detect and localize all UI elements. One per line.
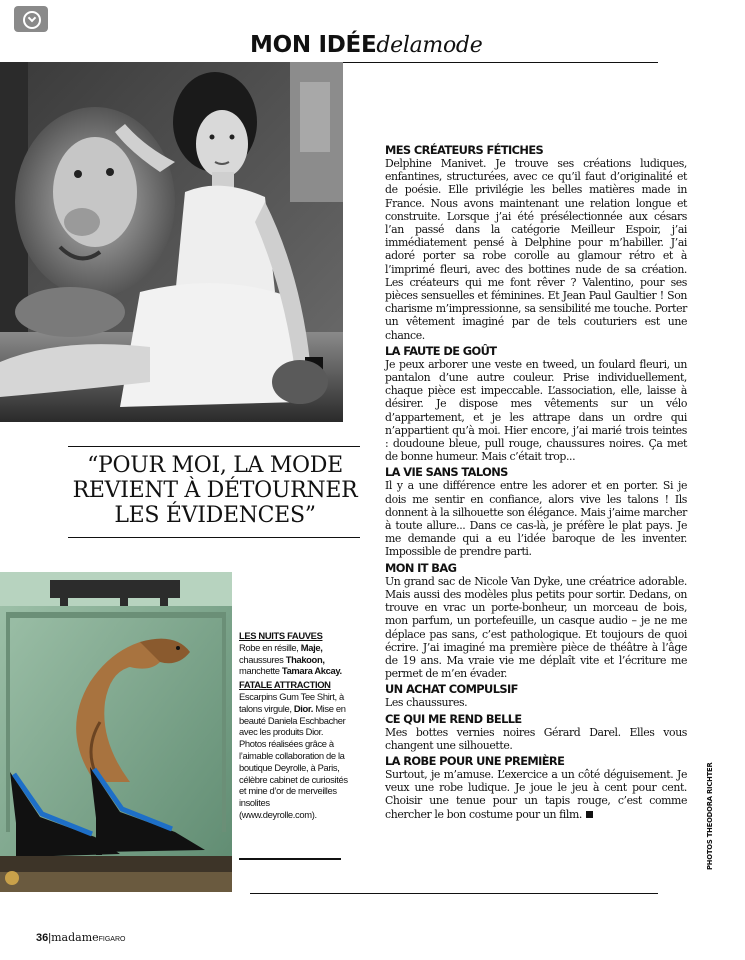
caption-rule [239,858,341,860]
quote-bottom-rule [68,537,360,538]
section-body-rend-belle: Mes bottes vernies noires Gérard Darel. Elles vous changent une silhouette. [385,725,687,752]
caption-text: Escarpins Gum Tee Shirt, à talons virgule, [239,690,344,714]
caption-body-nuits-fauves [239,642,349,677]
footer-separator: | [48,932,52,944]
caption-title-nuits-fauves: LES NUITS FAUVES [239,630,323,641]
section-body-robe-premiere-text: Surtout, je m’amuse. L’exercice a un côté déguisement. Je veux une robe ludique. Je joue le jeu à cent pour cent. Choisir une tenue pour un tapis rouge, c’est comme chercher le bon costume pour un film. [385,767,687,821]
caption-title-fatale-attraction: FATALE ATTRACTION [239,679,331,691]
magazine-brand-figaro: FIGARO [98,936,126,943]
page-number: 36 [36,932,49,944]
section-body-faute-de-gout: Je peux arborer une veste en tweed, un foulard fleuri, un pantalon d’une autre couleur. Prise individuellement, chaque pièce est impeccable. L’association, elle, laisse à désirer. Je dispose mes vêtements sur un vélo d’appartement, et je les attrape dans un ordre qui n’appartient qu’à moi. Hier encore, j’ai marié trois teintes : doudoune bleue, pull rouge, chaussures noires. Ça met de bonne humeur. Mais c’était trop... [385,357,687,464]
download-button[interactable] [14,6,48,32]
photo-captions [239,630,349,821]
section-body-vie-sans-talons: Il y a une différence entre les adorer et en porter. Si je dois me sentir en confiance, alors vive les talons ! Ils donnent à la silhouette son élégance. Mais j’aime marcher à toute allure... Dans ce cas-là, je préfère le plat pays. Je me demande qui a eu l’idée baroque de les inventer. Impossible de prendre parti. [385,479,687,559]
section-body-createurs-fetiches: Delphine Manivet. Je trouve ses créations ludiques, enfantines, structurées, avec ce qu’il faut d’originalité et de poésie. Elle privilégie les belles matières made in France. Nous avons maintenant une relation longue et construite. Lorsque j’ai été présélectionnée aux césars l’an passé dans la catégorie Meilleur Espoir, j’ai immédiatement pensé à Delphine pour m’habiller. J’ai adoré porter sa robe corolle au glamour rétro et à l’imprimé fleuri, avec des bottines nude de sa création. Les créateurs qui me font rêver ? Valentino, pour ses pièces sensuelles et féminines. Et Jean Paul Gaultier ! Son charisme m’impressionne, sa sensibilité me touche. Porter un vêtement imaginé par de tels couturiers est une chance. [385,157,687,342]
article-column [385,143,687,823]
caption-brand-tamara-akcay: Tamara Akcay. [281,665,342,677]
section-body-robe-premiere [385,768,687,821]
end-of-article-square-icon [586,811,593,818]
page-footer [36,931,125,944]
pull-quote [60,453,370,528]
main-photo-woman-with-lion [0,62,343,422]
photo-snake-and-shoes [0,572,232,892]
section-title-rend-belle: CE QUI ME REND BELLE [385,711,522,726]
section-title-faute-de-gout: LA FAUTE DE GOÛT [385,343,497,358]
section-title-achat-compulsif: UN ACHAT COMPULSIF [385,682,518,697]
caption-text: chaussures [239,653,286,665]
header-title-bold: MON IDÉE [250,32,377,58]
pull-quote-line-2: REVIENT À DÉTOURNER [72,478,358,503]
caption-body-fatale-attraction [239,691,349,821]
caption-text: Robe en résille, [239,641,301,653]
footer-rule [250,893,658,894]
section-title-createurs-fetiches: MES CRÉATEURS FÉTICHES [385,143,544,157]
photo-credit-text: PHOTOS THEODORA RICHTER [706,762,714,870]
caption-brand-maje: Maje, [300,641,323,653]
section-body-achat-compulsif: Les chaussures. [385,696,468,710]
caption-brand-dior: Dior. [293,702,313,714]
caption-text: Mise en beauté Daniela Eschbacher avec les produits Dior. Photos réalisées grâce à l’aimable collaboration de la boutique Deyrolle, à Paris, célèbre cabinet de curiosités et mine d’or de merveilles insolites (www.deyrolle.com). [239,702,348,820]
pull-quote-line-3: LES ÉVIDENCES” [114,503,316,528]
section-body-mon-it-bag: Un grand sac de Nicole Van Dyke, une créatrice adorable. Mais aussi des modèles plus petits pour sortir. Dedans, on trouve en vrac un porte-bonheur, un morceau de bois, mon parfum, un portefeuille, un casque audio – je ne me déplace pas sans, c’est pathologique. Et toujours de quoi écrire. J’ai imaginé ma première pièce de théâtre à l’âge de 19 ans. Ma vraie vie me déplaît vite et l’écriture me permet de m’en évader. [385,574,687,681]
caption-brand-thakoon: Thakoon, [285,653,325,665]
header-title-italic: delamode [376,33,483,58]
magazine-brand-madame: madame [51,931,99,944]
section-title-vie-sans-talons: LA VIE SANS TALONS [385,465,508,480]
pull-quote-line-1: “POUR MOI, LA MODE [87,453,343,478]
photo-credit [706,760,716,870]
caption-text: manchette [239,665,282,677]
section-title-mon-it-bag: MON IT BAG [385,560,457,575]
quote-top-rule [68,446,360,447]
section-title-robe-premiere: LA ROBE POUR UNE PREMIÈRE [385,753,565,768]
page-header-title [250,32,482,58]
